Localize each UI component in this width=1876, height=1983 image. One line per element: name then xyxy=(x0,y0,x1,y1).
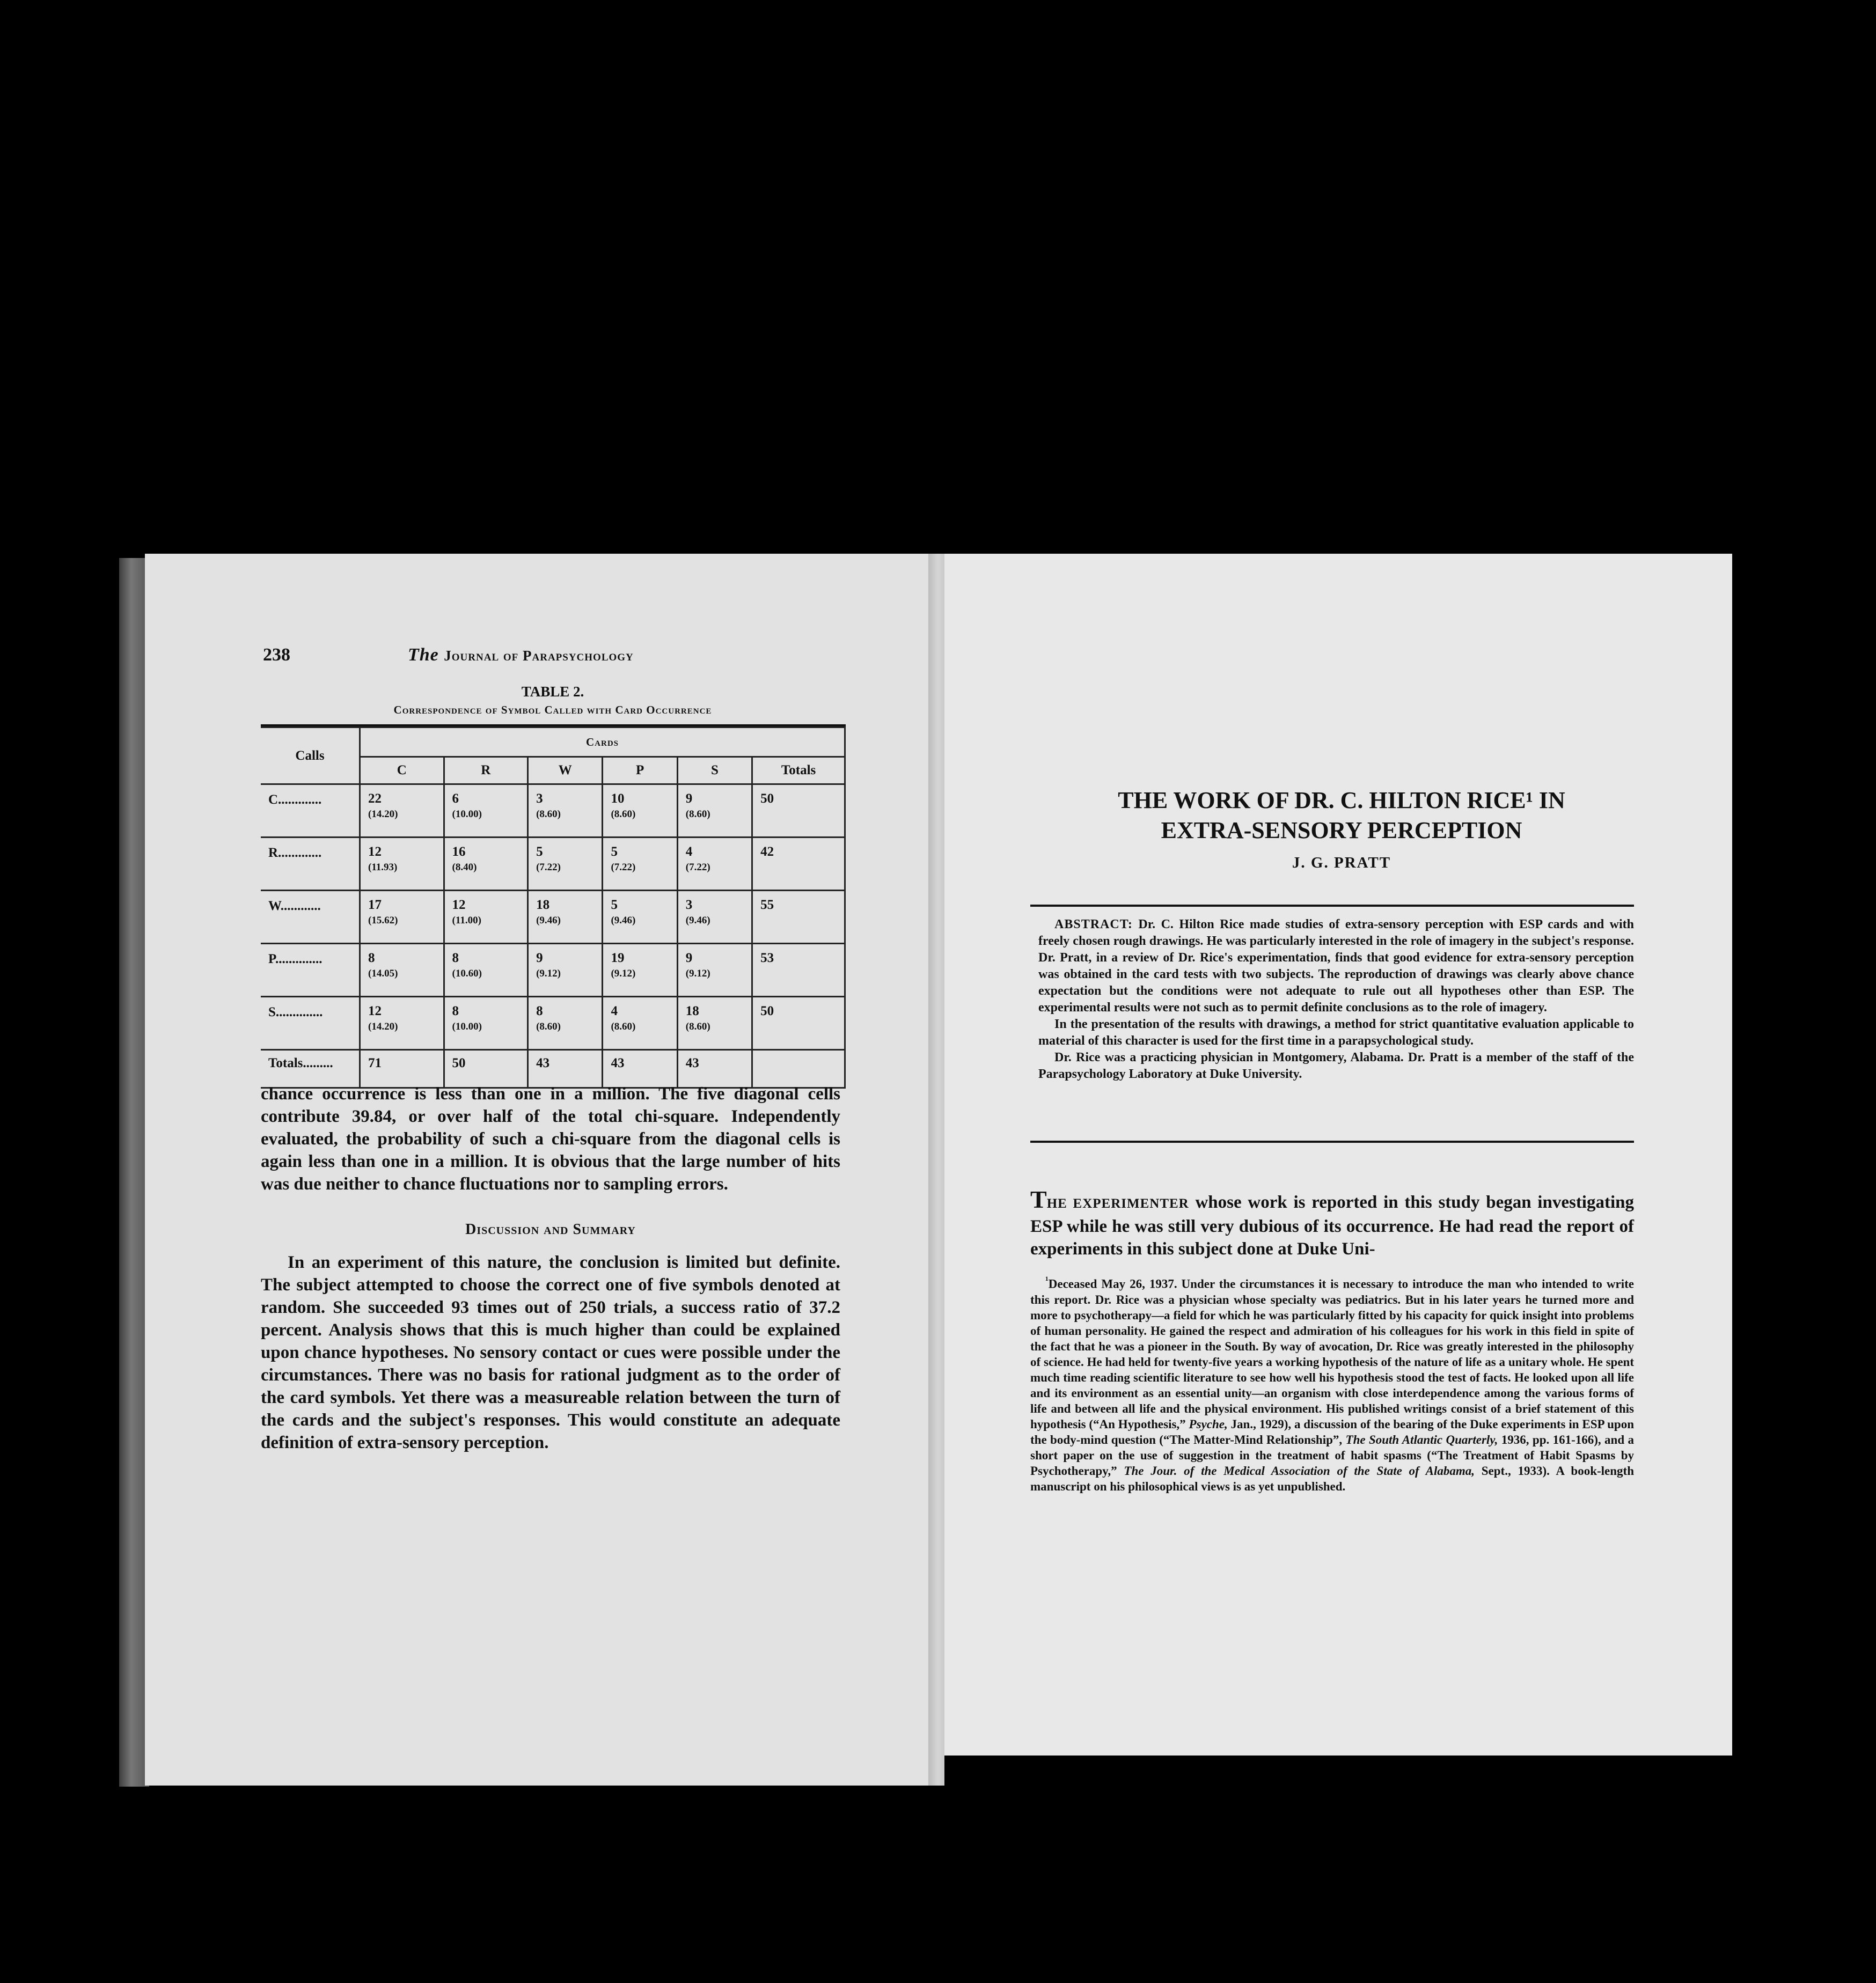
left-page xyxy=(145,554,928,1786)
table-cell xyxy=(444,891,528,944)
row-total: 42 xyxy=(752,838,845,891)
row-label: R............. xyxy=(261,838,360,891)
table-subtitle: Correspondence of Symbol Called with Card Occurrence xyxy=(393,703,712,716)
observed-count: 8 xyxy=(452,951,459,965)
title-line-1: THE WORK OF DR. C. HILTON RICE¹ IN xyxy=(1118,787,1565,813)
expected-count: (8.60) xyxy=(536,1021,561,1032)
table-row xyxy=(261,784,845,838)
observed-count: 9 xyxy=(685,951,693,965)
column-header: S xyxy=(677,757,752,784)
table-cell xyxy=(528,784,603,838)
expected-count: (11.00) xyxy=(452,915,481,926)
section-heading: Discussion and Summary xyxy=(465,1221,636,1238)
row-total: 50 xyxy=(752,997,845,1050)
observed-count: 18 xyxy=(685,1004,699,1018)
table-cell xyxy=(444,944,528,997)
expected-count: (8.60) xyxy=(536,809,561,820)
article-title xyxy=(1020,785,1664,846)
abstract-bottom-rule xyxy=(1030,1141,1634,1143)
abstract-block xyxy=(1038,916,1634,1083)
column-total: 43 xyxy=(528,1050,603,1088)
table-cell xyxy=(528,944,603,997)
table-cell xyxy=(677,997,752,1050)
row-label: P.............. xyxy=(261,944,360,997)
observed-count: 12 xyxy=(452,898,466,912)
column-total xyxy=(752,1050,845,1088)
table-row xyxy=(261,997,845,1050)
expected-count: (9.46) xyxy=(536,915,561,926)
observed-count: 3 xyxy=(536,791,543,806)
expected-count: (10.60) xyxy=(452,968,482,979)
intro-small-caps: HE EXPERIMENTER xyxy=(1046,1196,1189,1211)
observed-count: 5 xyxy=(611,844,618,859)
table-cell xyxy=(444,784,528,838)
paragraph-chance-occurrence: chance occurrence is less than one in a million. The five diagonal cells contribute 39.84, or over half of the total chi-square. Independently evaluated, the probability of such a chi-square from the diagonal cells is again less than one in a million. It is obvious that the large number of hits was due neither to chance fluctuations nor to sampling errors. xyxy=(261,1084,840,1194)
column-header: R xyxy=(444,757,528,784)
expected-count: (8.60) xyxy=(685,809,710,820)
row-label: S.............. xyxy=(261,997,360,1050)
table-cell xyxy=(603,944,677,997)
observed-count: 8 xyxy=(536,1004,543,1018)
journal-title: The Journal of Parapsychology xyxy=(408,645,634,665)
expected-count: (7.22) xyxy=(611,862,636,873)
table-cell xyxy=(603,891,677,944)
totals-label: Totals......... xyxy=(261,1050,360,1088)
cards-header: Cards xyxy=(360,728,845,757)
expected-count: (8.60) xyxy=(685,1021,710,1032)
expected-count: (14.20) xyxy=(368,1021,398,1032)
table-cell xyxy=(444,997,528,1050)
table-cell xyxy=(360,944,444,997)
expected-count: (9.12) xyxy=(685,968,710,979)
calls-header: Calls xyxy=(261,728,360,784)
abstract-top-rule xyxy=(1030,905,1634,907)
expected-count: (8.60) xyxy=(611,809,636,820)
column-total: 50 xyxy=(444,1050,528,1088)
column-total: 43 xyxy=(677,1050,752,1088)
table-cell xyxy=(528,838,603,891)
expected-count: (9.46) xyxy=(611,915,636,926)
book-gutter xyxy=(928,554,944,1786)
expected-count: (8.40) xyxy=(452,862,477,873)
column-header: Totals xyxy=(752,757,845,784)
column-header: W xyxy=(528,757,603,784)
footnote: $^{^1}$Deceased May 26, 1937. Under the circumstances it is necessary to introduce the man who intended to write this report. Dr. Rice was a physician whose specialty was pediatrics. But in his later years he turned more and more to psychotherapy—a field for which he was particularly fitted by his capacity for quick insight into problems of human personality. He gained the respect and admiration of his colleagues for his work in this field in spite of the fact that he was a pioneer in the South. By way of avocation, Dr. Rice was greatly interested in the philosophy of science. He had held for twenty-five years a working hypothesis of the nature of life as a unitary whole. He spent much time reading scientific literature to see how well his hypothesis stood the test of facts. He looked upon all life and its environment as an essential unity—an organism with close interdependence among the various forms of life and between all life and the physical environment. His published writings consist of a brief statement of this hypothesis (“An Hypothesis,” Psyche, Jan., 1929), a discussion of the bearing of the Duke experiments in ESP upon the body-mind question (“The Matter-Mind Relationship”, The South Atlantic Quarterly, 1936, pp. 161-166), and a short paper on the use of suggestion in the treatment of habit spasms (“The Treatment of Habit Spasms by Psychotherapy,” The Jour. of the Medical Association of the State of Alabama, Sept., 1933). A book-length manuscript on his philosophical views is as yet unpublished. xyxy=(1030,1275,1635,1493)
column-header: P xyxy=(603,757,677,784)
expected-count: (8.60) xyxy=(611,1021,636,1032)
table-row xyxy=(261,891,845,944)
table-cell xyxy=(444,838,528,891)
table-cell xyxy=(528,997,603,1050)
observed-count: 6 xyxy=(452,791,459,806)
expected-count: (10.00) xyxy=(452,1021,482,1032)
table-row xyxy=(261,838,845,891)
observed-count: 12 xyxy=(368,844,382,859)
table-cell xyxy=(360,784,444,838)
observed-count: 8 xyxy=(368,951,375,965)
observed-count: 3 xyxy=(685,898,693,912)
table-cell xyxy=(360,838,444,891)
table-cell xyxy=(360,997,444,1050)
expected-count: (7.22) xyxy=(536,862,561,873)
observed-count: 4 xyxy=(611,1004,618,1018)
expected-count: (14.20) xyxy=(368,809,398,820)
table-cell xyxy=(677,891,752,944)
drop-cap: T xyxy=(1030,1186,1047,1213)
abstract-paragraph: ABSTRACT: Dr. C. Hilton Rice made studies of extra-sensory perception with ESP cards and with freely chosen rough drawings. He was particularly interested in the role of imagery in the subject's response. Dr. Pratt, in a review of Dr. Rice's experimentation, finds that good evidence for extra-sensory perception was obtained in the card tests with two subjects. The reproduction of drawings was clearly above chance expectation but the conditions were not adequate to rule out all hypotheses other than ESP. The experimental results were not such as to permit definite conclusions as to the role of imagery. xyxy=(1038,917,1634,1015)
footnote-marker: ¹ xyxy=(1045,1275,1049,1286)
expected-count: (9.12) xyxy=(536,968,561,979)
table-cell xyxy=(603,784,677,838)
observed-count: 16 xyxy=(452,844,466,859)
observed-count: 8 xyxy=(452,1004,459,1018)
row-total: 53 xyxy=(752,944,845,997)
observed-count: 4 xyxy=(685,844,693,859)
table-row xyxy=(261,944,845,997)
abstract-label: ABSTRACT: xyxy=(1054,917,1133,931)
title-line-2: EXTRA-SENSORY PERCEPTION xyxy=(1161,817,1522,843)
observed-count: 9 xyxy=(685,791,693,806)
right-page xyxy=(944,554,1732,1756)
paragraph-discussion: In an experiment of this nature, the conclusion is limited but definite. The subject attempted to choose the correct one of five symbols denoted at random. She succeeded 93 times out of 250 trials, a success ratio of 37.2 percent. Analysis shows that this is much higher than could be explained upon chance hypotheses. No sensory contact or cues were possible under the circumstances. There was no basis for rational judgment as to the order of the card symbols. Yet there was a measureable relation between the turn of the cards and the subject's responses. This would constitute an adequate definition of extra-sensory perception. xyxy=(261,1253,840,1452)
observed-count: 22 xyxy=(368,791,382,806)
intro-paragraph: THE EXPERIMENTER whose work is reported in this study began investigating ESP while he was still very dubious of its occurrence. He had read the report of experiments in this subject done at Duke Uni- xyxy=(1030,1186,1634,1259)
table-caption xyxy=(263,682,842,719)
column-total: 71 xyxy=(360,1050,444,1088)
article-author: J. G. PRATT xyxy=(1292,854,1391,871)
row-label: C............. xyxy=(261,784,360,838)
abstract-paragraph: Dr. Rice was a practicing physician in Montgomery, Alabama. Dr. Pratt is a member of the staff of the Parapsychology Laboratory at Duke University. xyxy=(1038,1051,1634,1081)
observed-count: 5 xyxy=(536,844,543,859)
expected-count: (14.05) xyxy=(368,968,398,979)
page-number: 238 xyxy=(263,645,290,665)
table-cell xyxy=(603,997,677,1050)
column-header: C xyxy=(360,757,444,784)
table-cell xyxy=(677,944,752,997)
expected-count: (7.22) xyxy=(685,862,710,873)
expected-count: (15.62) xyxy=(368,915,398,926)
table-cell xyxy=(603,838,677,891)
abstract-paragraph: In the presentation of the results with drawings, a method for strict quantitative evaluation applicable to material of this character is used for the first time in a parapsychological study. xyxy=(1038,1017,1634,1048)
observed-count: 12 xyxy=(368,1004,382,1018)
table-cell xyxy=(677,838,752,891)
correspondence-table xyxy=(261,726,846,1089)
observed-count: 18 xyxy=(536,898,550,912)
expected-count: (11.93) xyxy=(368,862,398,873)
observed-count: 9 xyxy=(536,951,543,965)
table-title: TABLE 2. xyxy=(521,684,584,700)
expected-count: (9.12) xyxy=(611,968,636,979)
expected-count: (10.00) xyxy=(452,809,482,820)
observed-count: 17 xyxy=(368,898,382,912)
row-total: 50 xyxy=(752,784,845,838)
totals-row xyxy=(261,1050,845,1088)
expected-count: (9.46) xyxy=(685,915,710,926)
table-cell xyxy=(360,891,444,944)
table-cell xyxy=(528,891,603,944)
observed-count: 5 xyxy=(611,898,618,912)
observed-count: 10 xyxy=(611,791,625,806)
row-total: 55 xyxy=(752,891,845,944)
column-total: 43 xyxy=(603,1050,677,1088)
table-cell xyxy=(677,784,752,838)
row-label: W............ xyxy=(261,891,360,944)
observed-count: 19 xyxy=(611,951,625,965)
